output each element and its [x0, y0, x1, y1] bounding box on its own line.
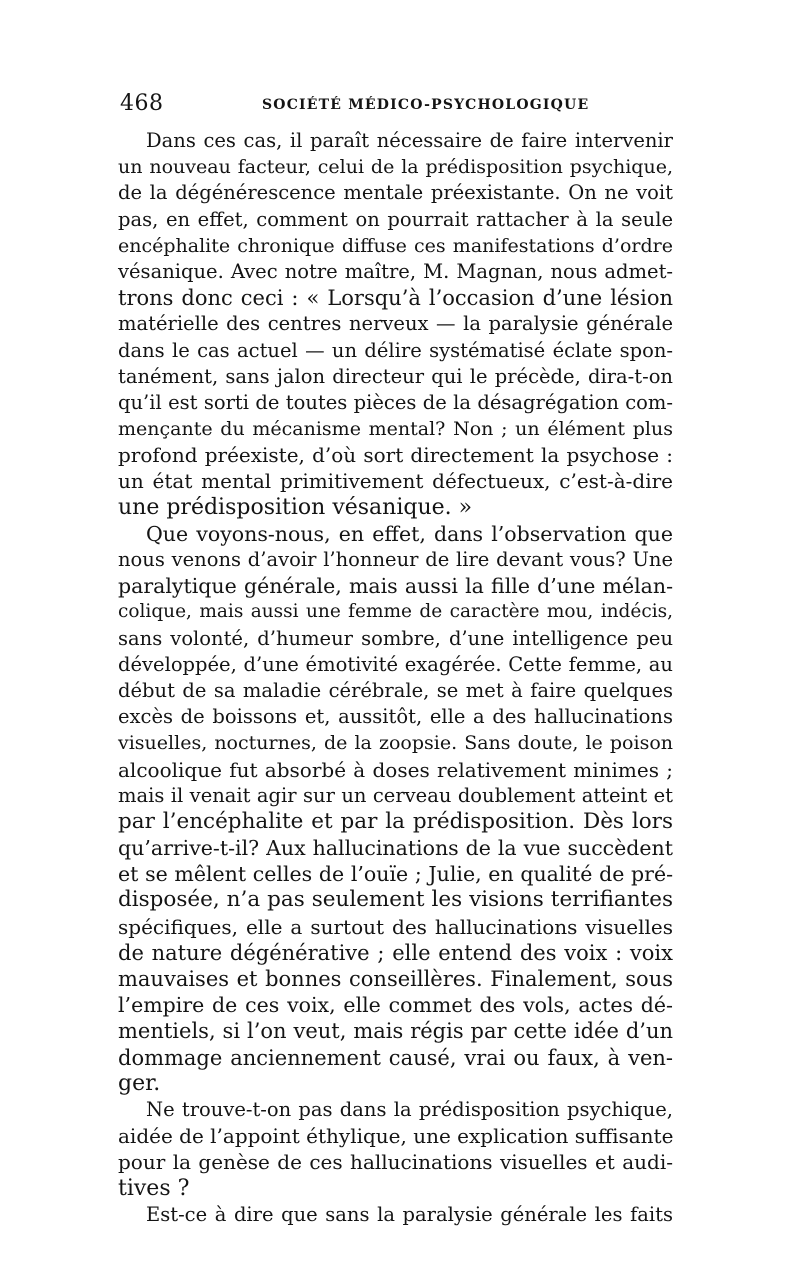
text-line: dans le cas actuel — un délire systématisé éclate spon-	[118, 338, 673, 362]
text-line: un nouveau facteur, celui de la prédisposition psychique,	[118, 156, 673, 179]
text-line: aidée de l’appoint éthylique, une explication suffisante	[118, 1124, 674, 1149]
text-line: pour la genèse de ces hallucinations visuelles et audi-	[118, 1150, 673, 1175]
text-line: disposée, n’a pas seulement les visions terrifiantes	[118, 887, 673, 913]
text-line: vésanique. Avec notre maître, M. Magnan, nous admet-	[118, 259, 673, 283]
text-line: alcoolique fut absorbé à doses relativement minimes ;	[118, 757, 673, 782]
text-line: début de sa maladie cérébrale, se met à faire quelques	[118, 678, 673, 702]
text-line: mauvaises et bonnes conseillères. Finalement, sous	[118, 967, 673, 991]
text-line: un état mental primitivement défectueux, c’est-à-dire	[118, 469, 673, 494]
text-line: spécifiques, elle a surtout des hallucinations visuelles	[118, 914, 673, 939]
text-line: dommage anciennement causé, vrai ou faux, à ven-	[118, 1045, 673, 1070]
text-line: profond préexiste, d’où sort directement la psychose :	[118, 443, 673, 468]
text-line: colique, mais aussi une femme de caractère mou, indécis,	[118, 601, 673, 623]
text-line: mais il venait agir sur un cerveau doublement atteint et	[118, 783, 673, 807]
running-head	[120, 91, 675, 121]
text-line: qu’il est sorti de toutes pièces de la désagrégation com-	[118, 390, 673, 414]
text-line: Que voyons-nous, en effet, dans l’observation que	[146, 521, 673, 546]
text-line: de la dégénérescence mentale préexistante. On ne voit	[118, 181, 673, 205]
text-line: développée, d’une émotivité exagérée. Cette femme, au	[118, 652, 673, 676]
text-line: encéphalite chronique diffuse ces manifestations d’ordre	[118, 234, 673, 257]
text-line: qu’arrive-t-il? Aux hallucinations de la vue succèdent	[118, 836, 673, 861]
body-text	[118, 128, 673, 1228]
text-line: pas, en effet, comment on pourrait rattacher à la seule	[118, 207, 673, 231]
text-line: matérielle des centres nerveux — la paralysie générale	[118, 312, 673, 336]
text-line: paralytique générale, mais aussi la fille d’une mélan-	[118, 574, 673, 599]
text-line: sans volonté, d’humeur sombre, d’une intelligence peu	[118, 626, 673, 650]
text-line: Est-ce à dire que sans la paralysie générale les faits	[146, 1202, 673, 1226]
text-line: mentiels, si l’on veut, mais régis par cette idée d’un	[118, 1019, 673, 1044]
text-line: Ne trouve-t-on pas dans la prédisposition psychique,	[146, 1097, 673, 1121]
text-line: ger.	[118, 1070, 161, 1096]
text-line: de nature dégénérative ; elle entend des voix : voix	[118, 940, 673, 965]
text-line: par l’encéphalite et par la prédisposition. Dès lors	[118, 808, 673, 834]
text-line: trons donc ceci : « Lorsqu’à l’occasion d’une lésion	[118, 286, 673, 311]
running-title: SOCIÉTÉ MÉDICO-PSYCHOLOGIQUE	[262, 97, 590, 113]
page-number: 468	[120, 91, 164, 116]
text-line: mençante du mécanisme mental? Non ; un élément plus	[118, 418, 673, 441]
text-line: tanément, sans jalon directeur qui le précède, dira-t-on	[118, 364, 673, 388]
text-line: excès de boissons et, aussitôt, elle a des hallucinations	[118, 705, 673, 729]
text-line: nous venons d’avoir l’honneur de lire devant vous? Une	[118, 548, 673, 571]
text-line: l’empire de ces voix, elle commet des vols, actes dé-	[118, 993, 673, 1018]
text-line: visuelles, nocturnes, de la zoopsie. Sans doute, le poison	[118, 732, 673, 755]
text-line: une prédisposition vésanique. »	[118, 494, 473, 520]
text-line: tives ?	[118, 1175, 190, 1201]
text-line: Dans ces cas, il paraît nécessaire de faire intervenir	[146, 129, 673, 152]
text-line: et se mêlent celles de l’ouïe ; Julie, en qualité de pré-	[118, 862, 673, 887]
